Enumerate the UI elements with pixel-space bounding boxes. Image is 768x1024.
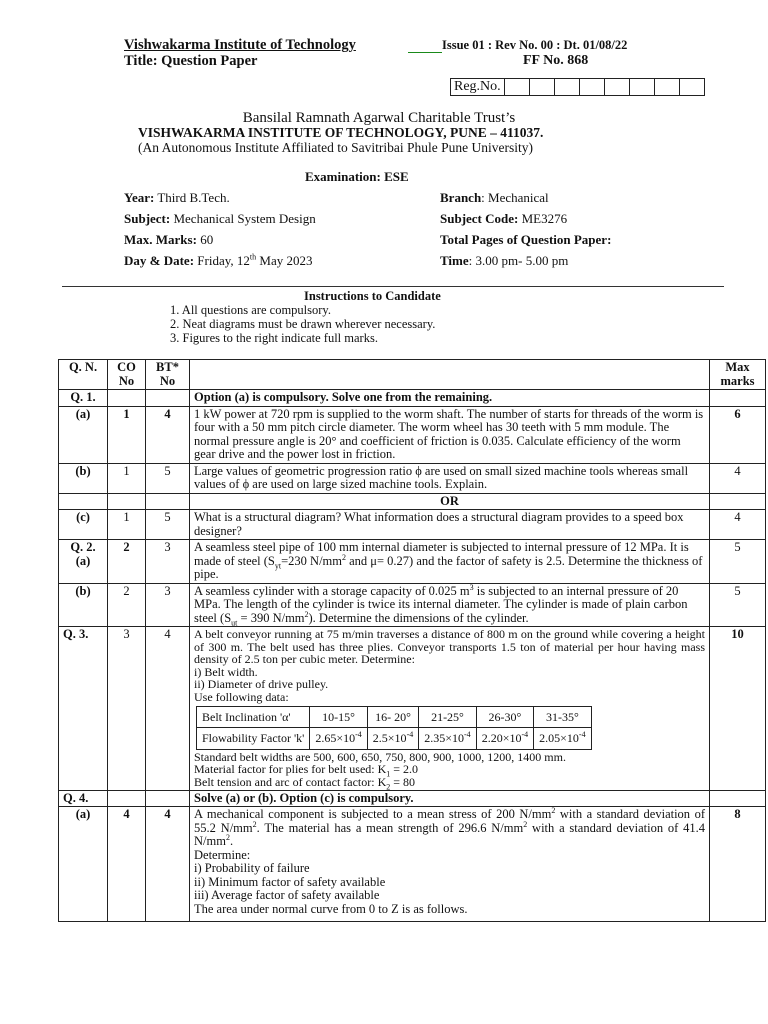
bt-value: 4 (146, 406, 190, 463)
reg-label: Reg.No. (451, 79, 505, 96)
year-field: Year: Third B.Tech. (124, 190, 230, 205)
header-underline (408, 52, 442, 53)
q3-use: Use following data: (194, 689, 289, 704)
table-row (59, 406, 766, 463)
belt-row (197, 706, 592, 728)
marks-value: 5 (710, 540, 766, 584)
table-row (59, 583, 766, 627)
table-row (59, 807, 766, 922)
total-pages-field: Total Pages of Question Paper: (440, 232, 612, 247)
reg-digit-box (654, 79, 679, 96)
bt-value: 4 (146, 627, 190, 791)
q3-k1: Material factor for plies for belt used: $K_1 = 2.0$ (194, 762, 419, 779)
question-text: What is a structural diagram? What information does a structural diagram provides to a speed box designer? (190, 510, 710, 540)
college-affiliation: (An Autonomous Institute Affiliated to Savitribai Phule Pune University) (138, 140, 533, 155)
instructions-list (170, 303, 435, 345)
question-text (190, 627, 710, 791)
q4a-determine: Determine: (194, 847, 251, 862)
table-row (59, 540, 766, 584)
table-row (59, 627, 766, 791)
branch-field: Branch: Mechanical (440, 190, 549, 205)
belt-cell: Belt Inclination 'α' (197, 706, 310, 728)
reg-number-box (450, 78, 705, 96)
belt-cell: 31-35° (534, 706, 591, 728)
marks-value: 8 (710, 807, 766, 922)
reg-digit-box (504, 79, 529, 96)
table-header-row (59, 360, 766, 390)
reg-digit-box (604, 79, 629, 96)
part-label: (a) (59, 406, 108, 463)
date-field: Day & Date: Friday, 12th May 2023 (124, 252, 313, 268)
co-value: 1 (108, 510, 146, 540)
reg-digit-box (679, 79, 704, 96)
section-note: Option (a) is compulsory. Solve one from the remaining. (190, 390, 710, 407)
question-number: Q. 3. (59, 627, 108, 791)
q4a-item: ii) Minimum factor of safety available (194, 874, 386, 889)
belt-cell: 26-30° (476, 706, 533, 728)
reg-digit-box (529, 79, 554, 96)
question-text: 1 kW power at 720 rpm is supplied to the worm shaft. The number of starts for threads of the worm is four with a 50 mm pitch circle diameter. The worm wheel has 30 teeth with 5 mm module. The normal pressure angle is 20° and coefficient of friction is 0.035. Calculate efficiency of the worm gear drive and the power lost in friction. (190, 406, 710, 463)
col-q-no: Q. N. (59, 360, 108, 390)
marks-value: 4 (710, 510, 766, 540)
q3-body: A belt conveyor running at 75 m/min traverses a distance of 800 m on the ground while covering a height of 300 m. The belt used has three plies. Conveyor transports 1.5 ton of material per hour having mass density of 2.5 ton per cubic meter. Determine: (194, 627, 705, 667)
reg-digit-box (554, 79, 579, 96)
part-label: (a) (59, 807, 108, 922)
q4a-body: A mechanical component is subjected to a mean stress of 200 $N/mm^2$ with a standard deviation of 55.2 $N/mm^2$. The material has a mean strength of 296.6 $N/mm^2$ with a standard deviation of 41.4 $N/mm^2$. (194, 805, 705, 849)
q3-k2: Belt tension and arc of contact factor: $K_2 = 80$ (194, 774, 416, 792)
question-number: Q. 2. (a) (59, 540, 108, 584)
question-number: Q. 4. (59, 790, 108, 807)
question-number: Q. 1. (59, 390, 108, 407)
belt-cell: $2.35\times 10^{-4}$ (419, 728, 476, 750)
ff-number: FF No. 868 (523, 53, 589, 68)
reg-digit-box (579, 79, 604, 96)
question-text: Large values of geometric progression ratio ϕ are used on small sized machine tools whereas small values of ϕ are used on large sized machine tools. Explain. (190, 463, 710, 493)
bt-value: 3 (146, 583, 190, 627)
issue-info: Issue 01 : Rev No. 00 : Dt. 01/08/22 (442, 38, 628, 52)
belt-row (197, 728, 592, 750)
part-label: (c) (59, 510, 108, 540)
part-label: (b) (59, 583, 108, 627)
co-value: 1 (108, 463, 146, 493)
table-row (59, 790, 766, 807)
instruction-item: 1. All questions are compulsory. (170, 303, 331, 317)
belt-cell: 16- 20° (367, 706, 418, 728)
paper-title: Title: Question Paper (124, 53, 258, 69)
co-value: 2 (108, 540, 146, 584)
belt-cell: 21-25° (419, 706, 476, 728)
instruction-item: 2. Neat diagrams must be drawn wherever necessary. (170, 317, 436, 331)
col-bt-no: BT* No (146, 360, 190, 390)
col-question (190, 360, 710, 390)
section-note: Solve (a) or (b). Option (c) is compulsory. (190, 790, 710, 807)
divider (62, 286, 724, 287)
table-row (59, 493, 766, 510)
co-value: 3 (108, 627, 146, 791)
q4a-item: iii) Average factor of safety available (194, 888, 380, 903)
col-max-marks: Max marks (710, 360, 766, 390)
marks-value: 5 (710, 583, 766, 627)
co-value: 2 (108, 583, 146, 627)
question-text: A seamless steel pipe of 100 mm internal diameter is subjected to internal pressure of 12 MPa. It is made of steel ($S_{yt}=230$ $N/mm^2$ and μ= 0.27) and the factor of safety is 2.5. Determine the thickness of pipe. (190, 540, 710, 584)
trust-name: Bansilal Ramnath Agarwal Charitable Trust’s (242, 110, 516, 126)
max-marks-field: Max. Marks: 60 (124, 232, 214, 247)
subject-field: Subject: Mechanical System Design (124, 211, 316, 226)
or-separator: OR (190, 493, 710, 510)
institute-header: Vishwakarma Institute of Technology (124, 37, 356, 53)
marks-value: 6 (710, 406, 766, 463)
instruction-item: 3. Figures to the right indicate full marks. (170, 331, 378, 345)
bt-value: 5 (146, 463, 190, 493)
q3-item: i) Belt width. (194, 664, 258, 679)
belt-data-table (196, 706, 592, 750)
co-value: 4 (108, 807, 146, 922)
bt-value: 5 (146, 510, 190, 540)
exam-title: Examination: ESE (305, 169, 409, 184)
question-text (190, 807, 710, 922)
bt-value: 3 (146, 540, 190, 584)
marks-value: 10 (710, 627, 766, 791)
belt-cell: $2.65\times 10^{-4}$ (310, 728, 367, 750)
q4a-item: i) Probability of failure (194, 861, 310, 876)
instructions-title: Instructions to Candidate (304, 289, 441, 303)
belt-cell: $2.20\times 10^{-4}$ (476, 728, 533, 750)
college-name: VISHWAKARMA INSTITUTE OF TECHNOLOGY, PUNE – 411037. (138, 125, 544, 140)
belt-cell: 10-15° (310, 706, 367, 728)
bt-value: 4 (146, 807, 190, 922)
marks-value: 4 (710, 463, 766, 493)
reg-digit-box (629, 79, 654, 96)
col-co-no: CO No (108, 360, 146, 390)
question-table (58, 359, 766, 922)
q3-item: ii) Diameter of drive pulley. (194, 677, 329, 692)
table-row (59, 463, 766, 493)
belt-cell: Flowability Factor 'k' (197, 728, 310, 750)
subject-code-field: Subject Code: ME3276 (440, 211, 568, 226)
time-field: Time: 3.00 pm- 5.00 pm (440, 253, 569, 268)
part-label: (b) (59, 463, 108, 493)
table-row (59, 390, 766, 407)
belt-cell: $2.5\times 10^{-4}$ (367, 728, 418, 750)
q4a-area-note: The area under normal curve from 0 to Z is as follows. (194, 901, 468, 916)
belt-cell: $2.05\times 10^{-4}$ (534, 728, 591, 750)
question-text: A seamless cylinder with a storage capacity of 0.025 $m^3$ is subjected to an internal pressure of 20 MPa. The length of the cylinder is twice its internal diameter. The cylinder is made of plain carbon steel ($S_{ut} = 390$ $N/mm^2$). Determine the dimensions of the cylinder. (190, 583, 710, 627)
q3-std-widths: Standard belt widths are 500, 600, 650, 750, 800, 900, 1000, 1200, 1400 mm. (194, 749, 566, 764)
co-value: 1 (108, 406, 146, 463)
table-row (59, 510, 766, 540)
